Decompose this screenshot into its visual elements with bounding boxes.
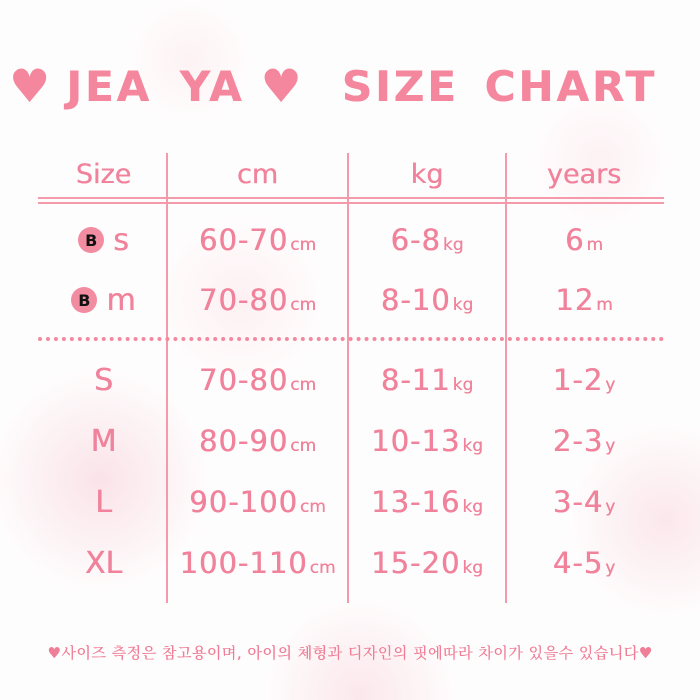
table-row <box>40 278 662 322</box>
size-cell: B m <box>40 283 167 318</box>
header-years: years <box>546 158 622 190</box>
age-cell: 2-3 y <box>552 424 616 458</box>
table-row <box>40 480 662 524</box>
disclaimer-note: ♥사이즈 측정은 참고용이며, 아이의 체형과 디자인의 핏에따라 차이가 있을수 있습니다♥ <box>47 644 653 662</box>
heart-icon: ♥ <box>260 59 302 113</box>
header-size: Size <box>75 158 132 190</box>
cm-cell: 90-100 cm <box>189 485 326 519</box>
size-cell: M <box>90 423 117 459</box>
kg-cell: 8-10 kg <box>380 283 474 317</box>
header-kg: kg <box>410 158 444 190</box>
kg-cell: 6-8 kg <box>390 223 464 257</box>
age-cell: 4-5 y <box>552 546 616 580</box>
table-row <box>40 541 662 585</box>
kg-cell: 13-16 kg <box>371 485 483 519</box>
cm-cell: 100-110 cm <box>179 546 336 580</box>
brand-name: JEA YA <box>66 61 245 111</box>
page-title <box>0 56 700 116</box>
header-double-rule <box>38 197 664 204</box>
size-chart-heading: SIZE CHART <box>341 61 658 111</box>
baby-badge: B <box>71 287 97 313</box>
cm-cell: 60-70 cm <box>198 223 317 257</box>
size-cell: B s <box>40 223 167 258</box>
cm-cell: 70-80 cm <box>198 363 317 397</box>
cm-cell: 80-90 cm <box>198 424 317 458</box>
cm-cell: 70-80 cm <box>198 283 317 317</box>
kg-cell: 8-11 kg <box>380 363 474 397</box>
table-row <box>40 358 662 402</box>
table-header-row <box>40 152 662 196</box>
size-cell: XL <box>84 545 123 581</box>
kg-cell: 10-13 kg <box>371 424 483 458</box>
table-row <box>40 218 662 262</box>
age-cell: 12 m <box>555 283 613 317</box>
kg-cell: 15-20 kg <box>371 546 483 580</box>
table-row <box>40 419 662 463</box>
baby-kid-dotted-divider <box>38 337 664 341</box>
heart-icon: ♥ <box>8 59 51 113</box>
header-cm: cm <box>236 158 279 190</box>
size-cell: S <box>93 362 114 398</box>
size-cell: L <box>95 484 112 520</box>
age-cell: 3-4 y <box>552 485 616 519</box>
age-cell: 6 m <box>564 223 603 257</box>
age-cell: 1-2 y <box>552 363 616 397</box>
baby-badge: B <box>78 227 104 253</box>
size-chart-table <box>40 153 662 603</box>
